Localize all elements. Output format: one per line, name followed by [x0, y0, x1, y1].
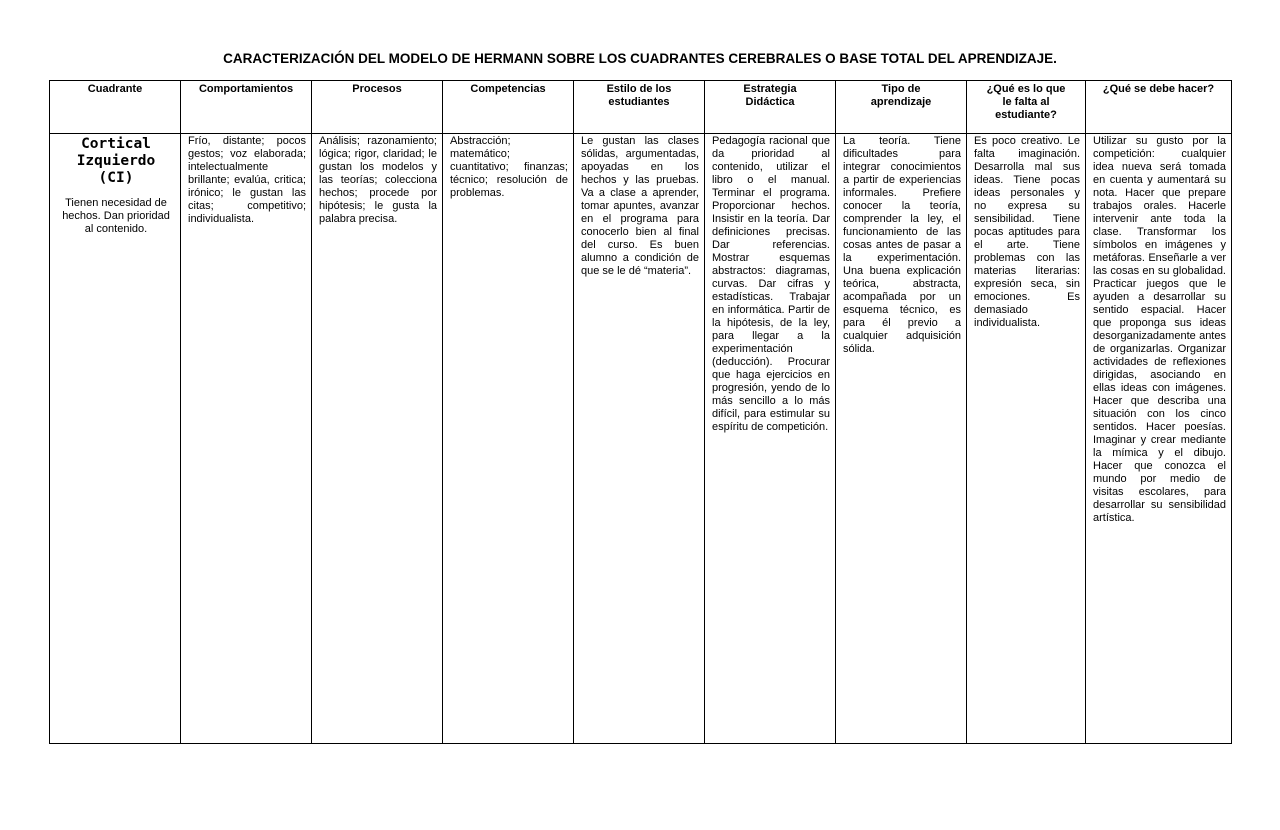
quadrant-name: Cortical Izquierdo (CI)	[76, 136, 156, 186]
cell-competencias: Abstracción; matemático; cuantitativo; finanzas; técnico; resolución de problemas.	[443, 134, 574, 744]
header-tipo: Tipo de aprendizaje	[836, 81, 967, 134]
cell-estilo: Le gustan las clases sólidas, argumentadas, apoyadas en los hechos y las pruebas. Va a clase a aprender, tomar apuntes, avanzar en el programa para conocerlo bien al final del curso. Es buen alumno a condición de que se le dé “materia”.	[574, 134, 705, 744]
cell-estrategia: Pedagogía racional que da prioridad al contenido, utilizar el libro o el manual. Terminar el programa. Proporcionar hechos. Insistir en la teoría. Dar definiciones precisas. Dar referencias. Mostrar esquemas abstractos: diagramas, curvas. Dar cifras y estadísticas. Trabajar en informática. Partir de la hipótesis, de la ley, para llegar a la experimentación (deducción). Procurar que haga ejercicios en progresión, yendo de lo más sencillo a lo más difícil, para estimular su espíritu de competición.	[705, 134, 836, 744]
cell-cuadrante	[50, 134, 181, 744]
header-estrategia: Estrategia Didáctica	[705, 81, 836, 134]
header-comportamientos: Comportamientos	[181, 81, 312, 134]
header-hacer: ¿Qué se debe hacer?	[1086, 81, 1232, 134]
header-procesos: Procesos	[312, 81, 443, 134]
quadrant-description: Tienen necesidad de hechos. Dan prioridad al contenido.	[62, 197, 170, 235]
header-estilo: Estilo de los estudiantes	[574, 81, 705, 134]
cell-hacer: Utilizar su gusto por la competición: cualquier idea nueva será tomada en cuenta y aumentará su nota. Hacer que prepare trabajos orales. Hacerle intervenir ante toda la clase. Transformar los símbolos en imágenes y metáforas. Enseñarle a ver las cosas en su globalidad. Practicar juegos que le ayuden a desarrollar su sentido espacial. Hacer que proponga sus ideas desorganizadamente antes de organizarlas. Organizar actividades de reflexiones dirigidas, asociando en ellas ideas con imágenes. Hacer que describa una situación con los cinco sentidos. Hacer poesías. Imaginar y crear mediante la mímica y el dibujo. Hacer que conozca el mundo por medio de visitas escolares, para desarrollar su sensibilidad artística.	[1086, 134, 1232, 744]
header-competencias: Competencias	[443, 81, 574, 134]
header-cuadrante: Cuadrante	[50, 81, 181, 134]
page-title: CARACTERIZACIÓN DEL MODELO DE HERMANN SOBRE LOS CUADRANTES CEREBRALES O BASE TOTAL DEL APRENDIZAJE.	[223, 51, 1057, 66]
hermann-table	[49, 80, 1232, 744]
table-row	[50, 134, 1232, 744]
header-falta: ¿Qué es lo que le falta al estudiante?	[967, 81, 1086, 134]
header-row	[50, 81, 1232, 134]
cell-comportamientos: Frío, distante; pocos gestos; voz elaborada; intelectualmente brillante; evalúa, critica; irónico; le gustan las citas; competitivo; individualista.	[181, 134, 312, 744]
cell-procesos: Análisis; razonamiento; lógica; rigor, claridad; le gustan los modelos y las teorías; colecciona hechos; procede por hipótesis; le gusta la palabra precisa.	[312, 134, 443, 744]
cell-falta: Es poco creativo. Le falta imaginación. Desarrolla mal sus ideas. Tiene pocas ideas personales y no expresa su sensibilidad. Tiene pocas aptitudes para el arte. Tiene problemas con las materias literarias: expresión seca, sin emociones. Es demasiado individualista.	[967, 134, 1086, 744]
cell-tipo: La teoría. Tiene dificultades para integrar conocimientos a partir de experiencias informales. Prefiere conocer la teoría, comprender la ley, el funcionamiento de las cosas antes de pasar a la experimentación. Una buena explicación teórica, abstracta, acompañada por un esquema técnico, es para él previo a cualquier adquisición sólida.	[836, 134, 967, 744]
